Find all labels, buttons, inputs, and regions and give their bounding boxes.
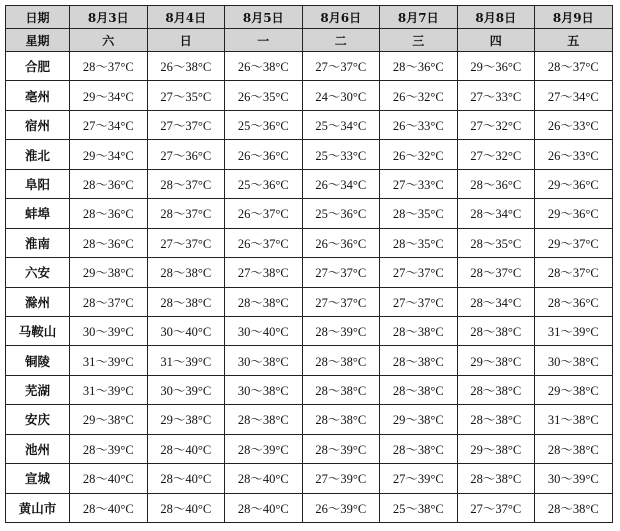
temperature-cell: 27～37°C [380,287,458,316]
table-row [6,464,613,493]
table-row [6,316,613,345]
date-label: 日期 [6,6,70,29]
temperature-cell: 31～38°C [535,405,613,434]
temperature-cell: 31～39°C [535,316,613,345]
table-row [6,346,613,375]
temperature-cell: 26～32°C [380,81,458,110]
temperature-cell: 28～38°C [380,375,458,404]
temperature-cell: 28～40°C [70,464,148,493]
temperature-cell: 28～37°C [70,52,148,81]
temperature-cell: 28～36°C [70,228,148,257]
temperature-cell: 26～33°C [535,110,613,139]
weekday-label: 星期 [6,29,70,52]
weekday-header-cell: 五 [535,29,613,52]
city-name-cell: 芜湖 [6,375,70,404]
city-name-cell: 宿州 [6,110,70,139]
city-name-cell: 淮南 [6,228,70,257]
date-header-cell: 8月3日 [70,6,148,29]
temperature-cell: 28～38°C [302,405,380,434]
temperature-cell: 28～36°C [535,287,613,316]
temperature-cell: 28～38°C [535,434,613,463]
temperature-cell: 25～36°C [225,169,303,198]
forecast-body [6,52,613,523]
temperature-cell: 25～34°C [302,110,380,139]
temperature-cell: 30～40°C [147,316,225,345]
temperature-cell: 29～38°C [147,405,225,434]
temperature-cell: 28～37°C [147,199,225,228]
temperature-cell: 26～38°C [225,52,303,81]
city-name-cell: 宣城 [6,464,70,493]
temperature-cell: 27～38°C [225,258,303,287]
temperature-cell: 28～36°C [457,169,535,198]
temperature-cell: 28～39°C [225,434,303,463]
temperature-cell: 28～38°C [380,316,458,345]
city-name-cell: 合肥 [6,52,70,81]
temperature-cell: 27～37°C [380,258,458,287]
city-name-cell: 亳州 [6,81,70,110]
temperature-cell: 31～39°C [147,346,225,375]
temperature-cell: 28～34°C [457,287,535,316]
temperature-cell: 28～40°C [225,493,303,522]
table-row [6,81,613,110]
temperature-cell: 28～37°C [535,258,613,287]
temperature-cell: 28～38°C [225,287,303,316]
temperature-cell: 26～35°C [225,81,303,110]
temperature-cell: 30～39°C [70,316,148,345]
temperature-cell: 25～36°C [302,199,380,228]
temperature-cell: 28～38°C [302,375,380,404]
temperature-cell: 27～35°C [147,81,225,110]
temperature-cell: 31～39°C [70,375,148,404]
temperature-cell: 28～40°C [225,464,303,493]
temperature-cell: 29～34°C [70,140,148,169]
city-name-cell: 安庆 [6,405,70,434]
temperature-cell: 30～38°C [535,346,613,375]
forecast-table-container [5,5,613,523]
city-name-cell: 蚌埠 [6,199,70,228]
temperature-cell: 26～38°C [147,52,225,81]
temperature-cell: 28～35°C [457,228,535,257]
temperature-cell: 27～34°C [535,81,613,110]
weekday-header-cell: 日 [147,29,225,52]
table-row [6,258,613,287]
weekday-header-row [6,29,613,52]
temperature-cell: 28～38°C [457,405,535,434]
temperature-cell: 28～34°C [457,199,535,228]
city-name-cell: 黄山市 [6,493,70,522]
temperature-cell: 29～38°C [70,258,148,287]
table-row [6,110,613,139]
temperature-cell: 28～36°C [70,199,148,228]
temperature-cell: 26～33°C [535,140,613,169]
temperature-cell: 29～36°C [535,199,613,228]
temperature-cell: 28～39°C [70,434,148,463]
weekday-header-cell: 六 [70,29,148,52]
temperature-cell: 29～37°C [535,228,613,257]
temperature-cell: 31～39°C [70,346,148,375]
temperature-cell: 29～34°C [70,81,148,110]
weekday-header-cell: 三 [380,29,458,52]
table-row [6,140,613,169]
temperature-cell: 28～37°C [535,52,613,81]
temperature-cell: 27～32°C [457,110,535,139]
temperature-cell: 27～33°C [380,169,458,198]
temperature-cell: 26～36°C [302,228,380,257]
city-name-cell: 淮北 [6,140,70,169]
temperature-cell: 27～36°C [147,140,225,169]
table-row [6,169,613,198]
temperature-cell: 28～38°C [225,405,303,434]
table-row [6,228,613,257]
temperature-cell: 28～39°C [302,316,380,345]
temperature-cell: 29～38°C [457,346,535,375]
temperature-cell: 30～39°C [535,464,613,493]
temperature-cell: 26～39°C [302,493,380,522]
temperature-cell: 26～36°C [225,140,303,169]
temperature-cell: 28～40°C [70,493,148,522]
temperature-cell: 26～32°C [380,140,458,169]
temperature-cell: 30～38°C [225,346,303,375]
temperature-cell: 27～39°C [302,464,380,493]
temperature-cell: 28～35°C [380,199,458,228]
temperature-cell: 27～37°C [457,493,535,522]
date-header-cell: 8月5日 [225,6,303,29]
temperature-cell: 28～39°C [302,434,380,463]
temperature-cell: 28～38°C [147,287,225,316]
temperature-cell: 30～38°C [225,375,303,404]
temperature-cell: 29～38°C [70,405,148,434]
temperature-cell: 25～33°C [302,140,380,169]
temperature-cell: 27～37°C [302,258,380,287]
temperature-cell: 27～39°C [380,464,458,493]
temperature-cell: 27～33°C [457,81,535,110]
table-row [6,287,613,316]
temperature-cell: 26～33°C [380,110,458,139]
table-row [6,199,613,228]
city-name-cell: 池州 [6,434,70,463]
table-row [6,493,613,522]
city-name-cell: 马鞍山 [6,316,70,345]
temperature-cell: 28～38°C [457,464,535,493]
forecast-table [5,5,613,523]
table-row [6,434,613,463]
temperature-cell: 29～36°C [535,169,613,198]
temperature-cell: 28～38°C [457,375,535,404]
temperature-cell: 30～40°C [225,316,303,345]
temperature-cell: 28～38°C [302,346,380,375]
date-header-row [6,6,613,29]
temperature-cell: 26～37°C [225,199,303,228]
temperature-cell: 26～37°C [225,228,303,257]
date-header-cell: 8月7日 [380,6,458,29]
temperature-cell: 27～37°C [302,287,380,316]
temperature-cell: 28～40°C [147,434,225,463]
temperature-cell: 27～37°C [147,228,225,257]
temperature-cell: 28～38°C [535,493,613,522]
temperature-cell: 27～37°C [147,110,225,139]
temperature-cell: 24～30°C [302,81,380,110]
city-name-cell: 阜阳 [6,169,70,198]
temperature-cell: 29～38°C [380,405,458,434]
temperature-cell: 25～38°C [380,493,458,522]
weekday-header-cell: 四 [457,29,535,52]
date-header-cell: 8月6日 [302,6,380,29]
temperature-cell: 28～40°C [147,464,225,493]
temperature-cell: 26～34°C [302,169,380,198]
temperature-cell: 30～39°C [147,375,225,404]
temperature-cell: 28～38°C [147,258,225,287]
temperature-cell: 29～38°C [457,434,535,463]
city-name-cell: 六安 [6,258,70,287]
temperature-cell: 28～37°C [147,169,225,198]
weekday-header-cell: 一 [225,29,303,52]
date-header-cell: 8月8日 [457,6,535,29]
temperature-cell: 28～37°C [70,287,148,316]
temperature-cell: 27～37°C [302,52,380,81]
temperature-cell: 28～36°C [380,52,458,81]
date-header-cell: 8月9日 [535,6,613,29]
weekday-header-cell: 二 [302,29,380,52]
temperature-cell: 28～38°C [380,346,458,375]
table-row [6,52,613,81]
temperature-cell: 28～40°C [147,493,225,522]
temperature-cell: 28～35°C [380,228,458,257]
temperature-cell: 25～36°C [225,110,303,139]
temperature-cell: 28～38°C [457,316,535,345]
temperature-cell: 27～34°C [70,110,148,139]
temperature-cell: 28～37°C [457,258,535,287]
temperature-cell: 29～36°C [457,52,535,81]
date-header-cell: 8月4日 [147,6,225,29]
city-name-cell: 铜陵 [6,346,70,375]
temperature-cell: 27～32°C [457,140,535,169]
temperature-cell: 28～38°C [380,434,458,463]
temperature-cell: 29～38°C [535,375,613,404]
temperature-cell: 28～36°C [70,169,148,198]
table-row [6,405,613,434]
city-name-cell: 滁州 [6,287,70,316]
table-row [6,375,613,404]
